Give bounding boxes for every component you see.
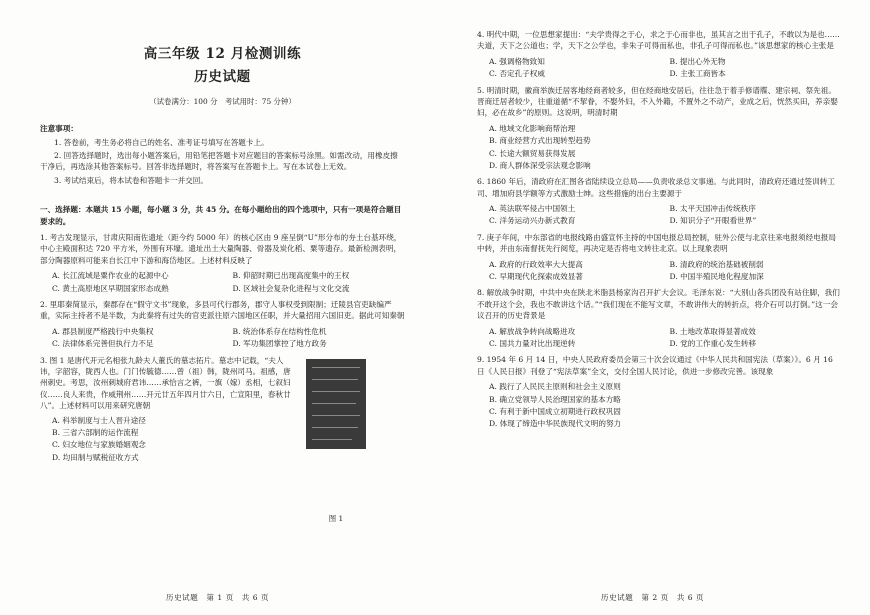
option-c: C. 黄土高原地区早期国家形态成熟 — [52, 283, 169, 293]
page-footer: 历史试题 第 1 页 共 6 页 — [165, 592, 270, 602]
option-b: B. 提出心外无物 — [669, 56, 726, 66]
figure-caption: 图 1 — [328, 513, 344, 523]
option-b: B. 仰韶时期已出现高度集中的王权 — [232, 271, 350, 281]
option-a: A. 地域文化影响商帮治理 — [489, 123, 576, 133]
question-options — [477, 325, 842, 350]
exam-title: 高三年级 12 月检测训练 — [143, 46, 302, 62]
option-d: D. 知识分子“开眼看世界” — [669, 216, 757, 226]
option-d: D. 党的工作重心发生转移 — [669, 338, 757, 348]
question-stem: 7. 庚子年间，中东部省的电报线路由盛宣怀主持的中国电报总局控制，驻外公使与北京往来电报须经电报局中转，并由东南督抚先行阅览，再决定是否将电文转往北京。以上现象表明 — [477, 232, 836, 254]
question-1 — [40, 232, 405, 294]
question-options — [40, 415, 298, 464]
notice-item: 1. 答卷前，考生务必将自己的姓名、准考证号填写在答题卡上。 — [54, 137, 269, 147]
question-stem: 6. 1860 年后，清政府在汇图各省陆续设立总局——负责收录总文事递。与此同时，清政府还通过签训转工司、增加府县学额等方式激励士绅。这些措施的出台主要源于 — [477, 177, 835, 198]
question-stem: 2. 里耶秦简显示，秦郡存在“假守文书”现象，多县可代行郡务，郡守人事权受到限制；迁陵县官吏缺编严重，实际主持者不是半数，为此秦将有过失的官吏派往原六国地区任职，并大量招用六国旧吏。据此可知秦朝 — [40, 299, 405, 321]
option-a: A. 科举制度与士人晋升途径 — [52, 415, 146, 425]
option-b: B. 太平天国冲击传统秩序 — [669, 204, 756, 214]
question-stem: 4. 明代中期，一位思想家提出：“夫学贵得之于心，求之于心而非也，虽其言之出于孔子，不敢以为是也……夫道，天下之公道也；学，天下之公学也，非朱子可得而私也，非孔子可得而私也。”该思想家的核心主张是 — [477, 30, 840, 51]
option-c: C. 妇女地位与家族婚姻观念 — [52, 440, 146, 450]
option-b: B. 三省六部制的运作流程 — [52, 427, 139, 437]
exam-meta: （试卷满分：100 分 考试用时：75 分钟） — [149, 97, 296, 107]
question-8 — [477, 287, 842, 349]
question-2 — [40, 299, 405, 350]
exam-subject: 历史试题 — [194, 68, 251, 85]
notice-list — [40, 137, 405, 187]
question-stem: 1. 考古发现显示，甘肃庆阳南佐遗址（距今约 5000 年）的核心区由 9 座呈倒“U”形分布的夯土台基环绕，中心主殿面积达 720 平方米，外围有环壕。遗址出土大量陶器、骨器及炭化稻、粟等遗存。最新检测表明，部分陶器原料可能来自长江中下游和海岱地区。上述材料反映了 — [40, 233, 402, 265]
question-options — [477, 55, 842, 80]
option-c: C. 国共力量对比出现逆转 — [489, 338, 576, 348]
option-c: C. 法律体系完善但执行力不足 — [52, 339, 154, 349]
option-a: A. 践行了人民民主原则和社会主义原则 — [489, 382, 621, 392]
question-options — [40, 269, 405, 294]
question-options — [477, 380, 842, 430]
option-a: A. 郡县制度严格践行中央集权 — [52, 326, 154, 336]
option-b: B. 确立党领导人民治理国家的基本方略 — [489, 394, 621, 404]
question-options — [477, 258, 842, 283]
question-7 — [477, 232, 842, 283]
option-a: A. 长江流域是粟作农业的起源中心 — [52, 271, 169, 281]
option-a: A. 强调格物致知 — [489, 56, 545, 66]
option-d: D. 军功集团掌控了地方政务 — [232, 339, 327, 349]
option-d: D. 区域社会复杂化进程与文化交流 — [232, 283, 350, 293]
option-a: A. 解放战争转向战略进攻 — [489, 326, 576, 336]
question-stem: 3. 图 1 是唐代开元名相张九龄夫人董氏的墓志拓片。墓志中记载，“夫人讳，字韶容，陇西人也。门门传毓德……曾（祖）韩，陇州司马。祖感，唐州刺史。考思，汝州刺城府君讳……承恰言之裤，一旗（嫁）丞相，七叙妇仪……良人来贵，作威荆州……开元廿五年四月廿六日，亡宣阳里，春秋廿八”。上述材料可以用来研究唐朝 — [40, 355, 291, 411]
option-c: C. 洋务运动兴办新式教育 — [489, 216, 576, 226]
option-b: B. 统治体系存在结构性危机 — [232, 326, 327, 336]
question-options — [477, 202, 842, 227]
option-c: C. 长途大额贸易获得发展 — [489, 148, 576, 158]
page-right — [435, 0, 870, 615]
notice-heading: 注意事项： — [40, 124, 78, 134]
question-options — [40, 325, 405, 350]
question-4 — [477, 29, 842, 80]
section-heading: 一、选择题：本题共 15 小题，每小题 3 分，共 45 分。在每小题给出的四个选项中，只有一项是符合题目要求的。 — [40, 205, 402, 226]
question-stem: 5. 明清时期，徽商举族迁居客地经商者较多，但在经商地安居后，往往急于着手修谱牒、建宗祠、祭先祖。晋商迁居者较少，往重道循“不挈眷，不娶外妇，不入外籍，不置外之不动产，业成之后，恍然买田，养亲娶妇，必在故乡”的原则。这说明，明清时期 — [477, 85, 838, 118]
epitaph-rubbing-image — [306, 359, 366, 449]
option-d: D. 商人群体深受宗法观念影响 — [489, 160, 591, 170]
notice-item: 3. 考试结束后，将本试卷和答题卡一并交回。 — [54, 175, 208, 185]
question-3 — [40, 355, 405, 524]
option-b: B. 土地改革取得显著成效 — [669, 326, 756, 336]
option-a: A. 政府的行政效率大大提高 — [489, 259, 583, 269]
question-9 — [477, 354, 842, 429]
option-d: D. 主张工商皆本 — [669, 69, 726, 79]
question-stem: 8. 解放战争时期，中共中央在陕北米脂县杨家沟召开扩大会议。毛泽东说：“大别山各兵团没有站住脚，我们不敢开这个会，我也不敢讲这个话。”“我们现在不能写文章，不敢讲伟大的转折点，将介石可以打倒。”这一会议召开的历史背景是 — [477, 288, 840, 321]
option-d: D. 体现了缔造中华民族现代文明的努力 — [489, 419, 622, 429]
option-c: C. 有利于新中国成立初期进行政权巩固 — [489, 406, 621, 416]
option-d: D. 均田制与赋税征收方式 — [52, 452, 139, 462]
figure-1 — [306, 359, 366, 524]
option-a: A. 英法联军侵占中国领土 — [489, 204, 576, 214]
question-stem: 9. 1954 年 6 月 14 日，中央人民政府委员会第三十次会议通过《中华人民共和国宪法（草案）》。6 月 16 日《人民日报》刊登了“宪法草案”全文，交付全国人民讨论，供进一步修改完善。该现象 — [477, 355, 833, 376]
page-footer: 历史试题 第 2 页 共 6 页 — [600, 592, 705, 602]
option-d: D. 中国半殖民地化程度加深 — [669, 272, 764, 282]
question-5 — [477, 85, 842, 172]
option-b: B. 清政府的统治基础被削弱 — [669, 259, 764, 269]
option-b: B. 商业经营方式出现转型趋势 — [489, 136, 591, 146]
option-c: C. 否定孔子权威 — [489, 69, 545, 79]
notice-item: 2. 回答选择题时，选出每小题答案后，用铅笔把答题卡对应题目的答案标号涂黑。如需改动，用橡皮擦干净后，再选涂其他答案标号。回答非选择题时，将答案写在答题卡上。写在本试卷上无效。 — [40, 151, 398, 172]
question-6 — [477, 176, 842, 227]
question-options — [477, 122, 842, 172]
option-c: C. 早期现代化探索成效显著 — [489, 272, 583, 282]
